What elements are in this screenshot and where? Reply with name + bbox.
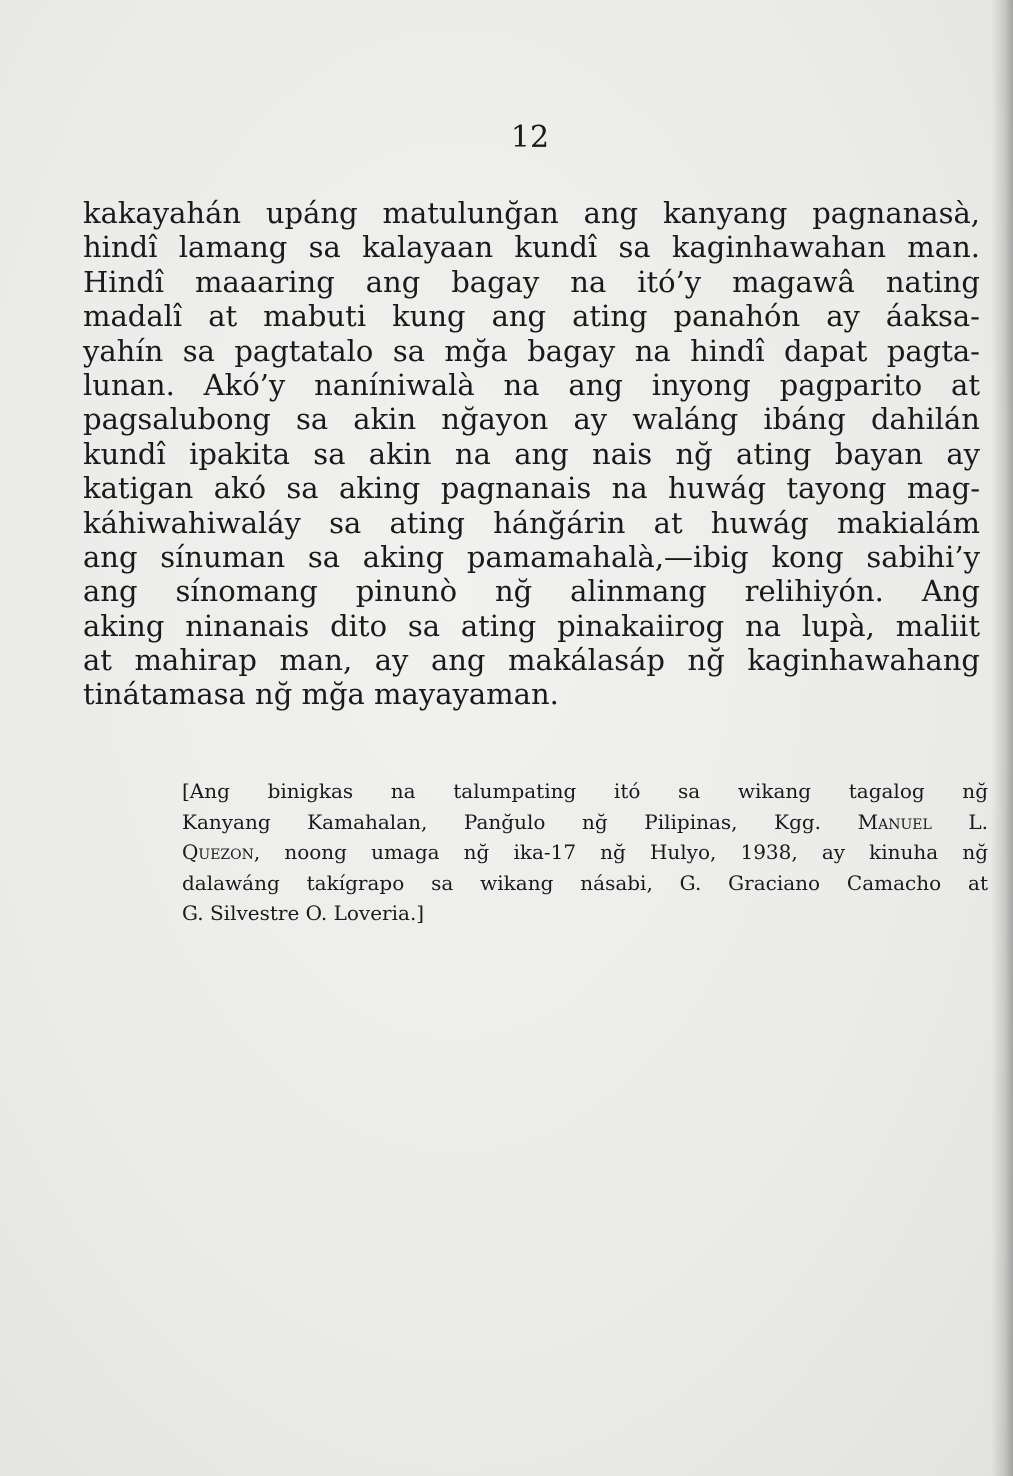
footnote-text: L. <box>931 809 989 834</box>
body-line: kakayahán upáng matulunğan ang kanyang pagnanasà, <box>83 196 980 230</box>
body-line: yahín sa pagtatalo sa mğa bagay na hindî dapat pagta- <box>83 333 980 368</box>
body-line: pagsalubong sa akin nğayon ay waláng ibáng dahilán <box>83 402 980 437</box>
footnote-line <box>182 807 988 838</box>
body-line: hindî lamang sa kalayaan kundî sa kaginhawahan man. <box>83 230 980 265</box>
footnote-line: [Ang binigkas na talumpating itó sa wikang tagalog nğ <box>182 779 988 803</box>
page-number: 12 <box>510 120 550 155</box>
body-line: lunan. Akó’y naníniwalà na ang inyong pagparito at <box>83 367 980 402</box>
body-line: at mahirap man, ay ang makálasáp nğ kaginhawahang <box>83 643 980 678</box>
speaker-first-name: Manuel <box>857 809 932 834</box>
speaker-surname: Quezon <box>182 840 254 864</box>
footnote-text: , noong umaga nğ ika-17 nğ Hulyo, 1938, ay kinuha nğ <box>253 840 988 864</box>
footnote-line: dalawáng takígrapo sa wikang násabi, G. Graciano Camacho at <box>182 870 988 895</box>
body-line: kundî ipakita sa akin na ang nais nğ ating bayan ay <box>83 436 980 471</box>
body-line: tinátamasa nğ mğa mayayaman. <box>83 677 559 712</box>
body-line: katigan akó sa aking pagnanais na huwág tayong mag- <box>83 471 980 506</box>
body-line: ang sínomang pinunò nğ alinmang relihiyón. Ang <box>83 574 980 609</box>
page-edge-shadow <box>991 0 1013 1476</box>
body-line: Hindî maaaring ang bagay na itó’y magawâ nating <box>83 264 980 299</box>
footnote-line <box>182 837 988 868</box>
body-line: káhiwahiwaláy sa ating hánğárin at huwág makialám <box>83 505 980 540</box>
footnote <box>182 776 988 929</box>
footnote-line: G. Silvestre O. Loveria.] <box>182 901 425 925</box>
body-line: madalî at mabuti kung ang ating panahón ay áaksa- <box>83 299 980 334</box>
body-line: aking ninanais dito sa ating pinakaiirog na lupà, maliit <box>83 608 980 643</box>
body-paragraph <box>83 196 980 712</box>
footnote-text: Kanyang Kamahalan, Panğulo nğ Pilipinas, Kgg. <box>182 809 858 834</box>
body-line: ang sínuman sa aking pamamahalà,—ibig kong sabihi’y <box>83 539 980 574</box>
